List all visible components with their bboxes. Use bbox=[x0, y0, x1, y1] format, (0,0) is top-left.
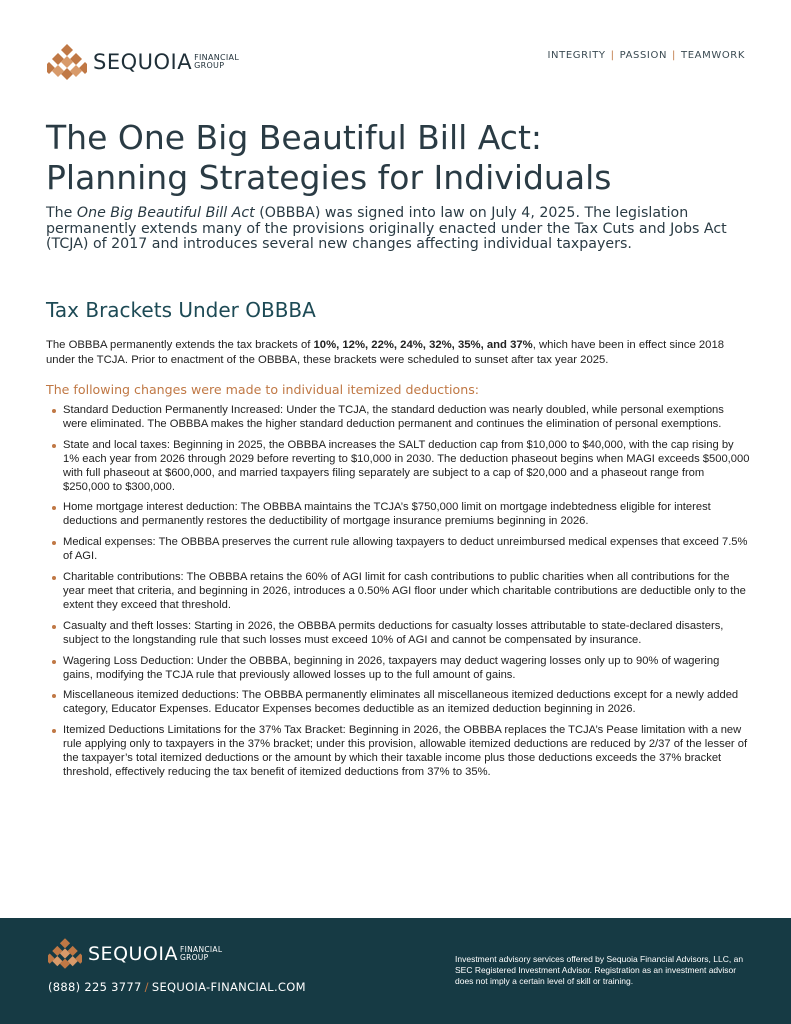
sequoia-diamond-logo-icon bbox=[47, 44, 87, 80]
page-title bbox=[46, 118, 766, 198]
tagline-separator: | bbox=[610, 50, 615, 61]
tagline-separator: | bbox=[672, 50, 677, 61]
sequoia-diamond-logo-icon bbox=[48, 938, 82, 969]
para-pre: The OBBBA permanently extends the tax brackets of bbox=[46, 339, 314, 351]
footer-logo-wordmark: SEQUOIA bbox=[88, 942, 178, 965]
footer-disclaimer: Investment advisory services offered by Sequoia Financial Advisors, LLC, an SEC Registered Investment Advisor. Registration as an investment advisor does not imply a certain level of skill or training. bbox=[455, 954, 744, 986]
logo-sub-financial: FINANCIAL bbox=[194, 53, 240, 62]
page-header bbox=[0, 0, 791, 100]
deductions-list bbox=[50, 404, 750, 787]
footer-website-link[interactable]: SEQUOIA-FINANCIAL.COM bbox=[151, 980, 306, 994]
logo-wordmark: SEQUOIA bbox=[93, 50, 193, 74]
list-item: Itemized Deductions Limitations for the 37% Tax Bracket: Beginning in 2026, the OBBBA replaces the TCJA’s Pease limitation with a new rule applying only to taxpayers in the 37% bracket; under this provision, allowable itemized deductions are reduced by 2/37 of the lesser of the taxpayer’s total itemized deductions or the amount by which their taxable income plus those deductions exceeds the 37% bracket threshold, effectively reducing the tax benefit of itemized deductions from 37% to 35%. bbox=[50, 724, 750, 780]
tagline-passion: PASSION bbox=[619, 50, 668, 61]
list-item: Wagering Loss Deduction: Under the OBBBA, beginning in 2026, taxpayers may deduct wagering losses only up to 90% of wagering gains, modifying the TCJA rule that previously allowed losses up to the full amount of gains. bbox=[50, 655, 750, 683]
footer-phone[interactable]: (888) 225 3777 bbox=[48, 980, 142, 994]
title-line-1: The One Big Beautiful Bill Act: bbox=[46, 118, 542, 157]
list-item: Miscellaneous itemized deductions: The OBBBA permanently eliminates all miscellaneous itemized deductions except for a newly added category, Educator Expenses. Educator Expenses becomes deductible as an itemized deduction beginning in 2026. bbox=[50, 689, 750, 717]
section-heading: Tax Brackets Under OBBBA bbox=[46, 298, 316, 322]
footer-slash: / bbox=[144, 980, 149, 994]
tagline-integrity: INTEGRITY bbox=[547, 50, 606, 61]
tagline bbox=[548, 50, 746, 61]
intro-paragraph bbox=[46, 206, 752, 253]
intro-pre: The bbox=[46, 205, 77, 221]
para-brackets-bold: 10%, 12%, 22%, 24%, 32%, 35%, and 37% bbox=[313, 339, 533, 351]
list-item: State and local taxes: Beginning in 2025, the OBBBA increases the SALT deduction cap from $10,000 to $40,000, with the cap rising by 1% each year from 2026 through 2029 before reverting to $10,000 in 2030. The deduction phaseout begins when MAGI exceeds $500,000 with full phaseout at $600,000, and married taxpayers filing separately are subject to a cap of $20,000 and a phaseout range from $250,000 to $300,000. bbox=[50, 439, 750, 495]
tax-brackets-paragraph bbox=[46, 338, 750, 368]
footer-logo bbox=[48, 938, 222, 969]
intro-post: (OBBBA) was signed into law on July 4, 2025. The legislation permanently extends many of the provisions originally enacted under the Tax Cuts and Jobs Act (TCJA) of 2017 and introduces several new changes affecting individual taxpayers. bbox=[46, 205, 727, 252]
footer-logo-sub-group: GROUP bbox=[179, 952, 209, 962]
list-item: Medical expenses: The OBBBA preserves the current rule allowing taxpayers to deduct unreimbursed medical expenses that exceed 7.5% of AGI. bbox=[50, 536, 750, 564]
list-item: Home mortgage interest deduction: The OBBBA maintains the TCJA’s $750,000 limit on mortgage indebtedness eligible for interest deductions and permanently restores the deductibility of mortgage insurance premiums beginning in 2026. bbox=[50, 501, 750, 529]
sequoia-logo bbox=[47, 44, 239, 80]
para-post: , which have been in effect since 2018 under the TCJA. Prior to enactment of the OBBBA, these brackets were scheduled to sunset after tax year 2025. bbox=[46, 339, 725, 366]
list-item: Standard Deduction Permanently Increased: Under the TCJA, the standard deduction was nearly doubled, while personal exemptions were eliminated. The OBBBA makes the higher standard deduction permanent and continues the elimination of personal exemptions. bbox=[50, 404, 750, 432]
footer-logo-sub-financial: FINANCIAL bbox=[179, 945, 223, 954]
deductions-subheading: The following changes were made to individual itemized deductions: bbox=[46, 382, 480, 397]
title-line-2: Planning Strategies for Individuals bbox=[46, 158, 612, 197]
tagline-teamwork: TEAMWORK bbox=[681, 50, 745, 61]
intro-italic-act-name: One Big Beautiful Bill Act bbox=[76, 205, 255, 221]
list-item: Charitable contributions: The OBBBA retains the 60% of AGI limit for cash contributions to public charities when all contributions for the year meet that criteria, and beginning in 2026, introduces a 0.50% AGI floor under which charitable contributions are deductible only to the extent they exceed that threshold. bbox=[50, 571, 750, 613]
page-footer bbox=[0, 918, 791, 1024]
logo-sub-group: GROUP bbox=[194, 61, 225, 70]
list-item: Casualty and theft losses: Starting in 2026, the OBBBA permits deductions for casualty losses attributable to state-declared disasters, subject to the longstanding rule that such losses must exceed 10% of AGI and cannot be compensated by insurance. bbox=[50, 620, 750, 648]
footer-contact bbox=[48, 980, 306, 994]
